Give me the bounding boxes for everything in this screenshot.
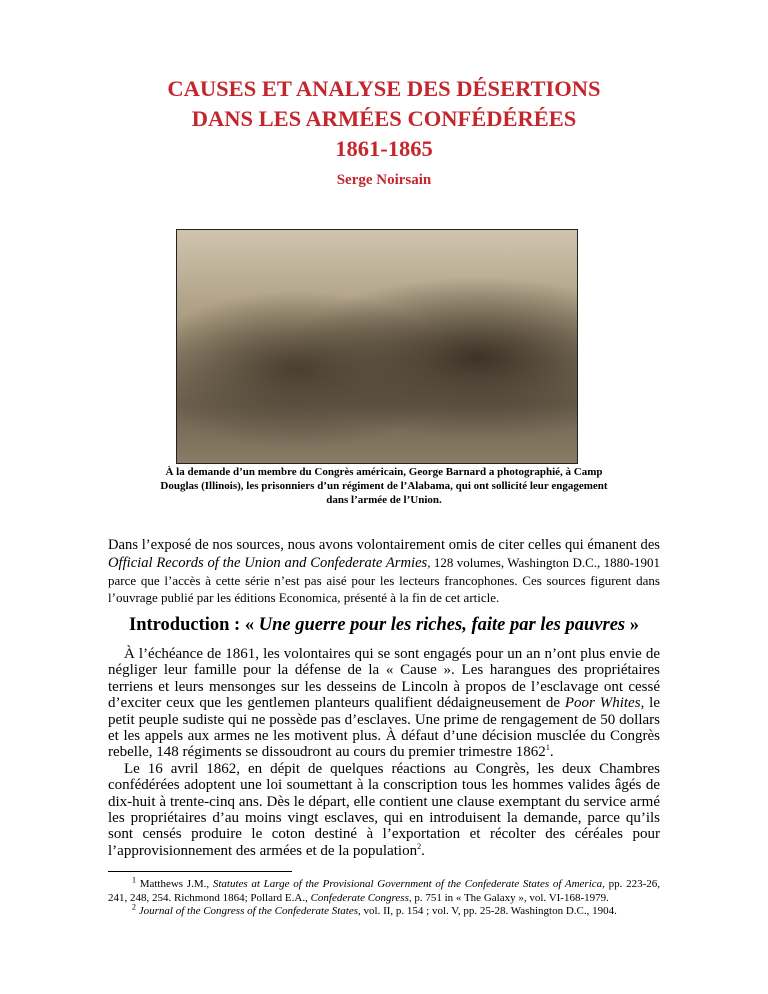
body-text (108, 646, 660, 859)
title-line: CAUSES ET ANALYSE DES DÉSERTIONS (167, 76, 601, 101)
document-title (0, 74, 768, 164)
title-line: 1861-1865 (335, 136, 433, 161)
footnote-divider (108, 871, 292, 872)
footnote-ref[interactable]: 2 (417, 841, 422, 851)
main-flow (108, 646, 660, 919)
text: , vol. II, p. 154 ; vol. V, pp. 25-28. Washington D.C., 1904. (358, 905, 617, 918)
text: pp. 223-26, 241, 248, 254. Richmond 1864; Pollard E.A., (108, 878, 660, 904)
paragraph (108, 646, 660, 761)
text: Statutes at Large of the Provisional Government of the Confederate States of America, (212, 878, 605, 891)
text: , le petit peuple sudiste qui ne possède pas d’esclaves. Une prime de rengagement de 50 dollars et les appels aux armes ne les motivent plus. À défaut d’une décision musclée du Congrès rebelle, 148 régiments se dissoudront au cours du premier trimestre 1862 (108, 695, 660, 761)
heading-quote: Une guerre pour les riches, faite par les pauvres (258, 615, 626, 635)
photo-caption: À la demande d’un membre du Congrès américain, George Barnard a photographié, à Camp Douglas (Illinois), les prisonniers d’un régiment de l’Alabama, qui ont sollicité leur engagement dans l’armée de l’Union. (160, 466, 608, 506)
footnote (108, 902, 660, 919)
text: À l’échéance de 1861, les volontaires qui se sont engagés pour un an n’ont plus envie de négliger leur famille pour la défense de la « Cause ». Les harangues des propriétaires terriens et leurs mensonges sur les desseins de Lincoln à propos de l’esclavage ont cessé d’exciter ceux que les gentlemen planteurs qualifient dédaigneusement de (108, 646, 660, 712)
text: Confederate Congress (310, 891, 409, 904)
text: . (421, 842, 425, 859)
text: . (549, 744, 554, 761)
heading-text: Introduction : « (129, 615, 259, 635)
paragraph (108, 761, 660, 859)
text: Journal of the Congress of the Confederate States (138, 905, 359, 918)
text: Le 16 avril 1862, en dépit de quelques réactions au Congrès, les deux Chambres confédérées adoptent une loi soumettant à la conscription tous les hommes valides âgés de dix-huit à trente-cinq ans. Dès le départ, elle contient une clause exemptant du service armé les propriétaires d’au moins vingt esclaves, qui en introduisent la demande, parce qu’ils sont censés produire le coton destiné à l’exportation et récolter des céréales pour l’approvisionnement des armées et de la population (108, 760, 660, 859)
footnotes (108, 875, 660, 919)
title-line: DANS LES ARMÉES CONFÉDÉRÉES (191, 106, 577, 131)
note-text: Dans l’exposé de nos sources, nous avons volontairement omis de citer celles qui émanent des (108, 537, 660, 553)
historical-photo (176, 229, 578, 464)
footnote (108, 875, 660, 905)
text: Matthews J.M., (136, 878, 213, 891)
section-heading (0, 614, 768, 636)
note-text: , 128 volumes, Washington D.C., 1880-1901 parce que l’accès à cette série n’est pas aisé pour les lecteurs francophones. Ces sources figurent dans l’ouvrage publié par les éditions Economica, présenté à la fin de cet article. (108, 555, 660, 605)
author: Serge Noirsain (336, 172, 432, 188)
note-title: Official Records of the Union and Confederate Armies (108, 555, 428, 571)
text: Poor Whites (564, 695, 641, 712)
footnote-ref[interactable]: 1 (545, 743, 550, 753)
footnote-number: 2 (132, 902, 136, 912)
footnote-number: 1 (132, 875, 136, 885)
text: , p. 751 in « The Galaxy », vol. VI-168-1979. (408, 891, 609, 904)
sources-note (108, 536, 660, 606)
heading-text: » (625, 615, 639, 635)
